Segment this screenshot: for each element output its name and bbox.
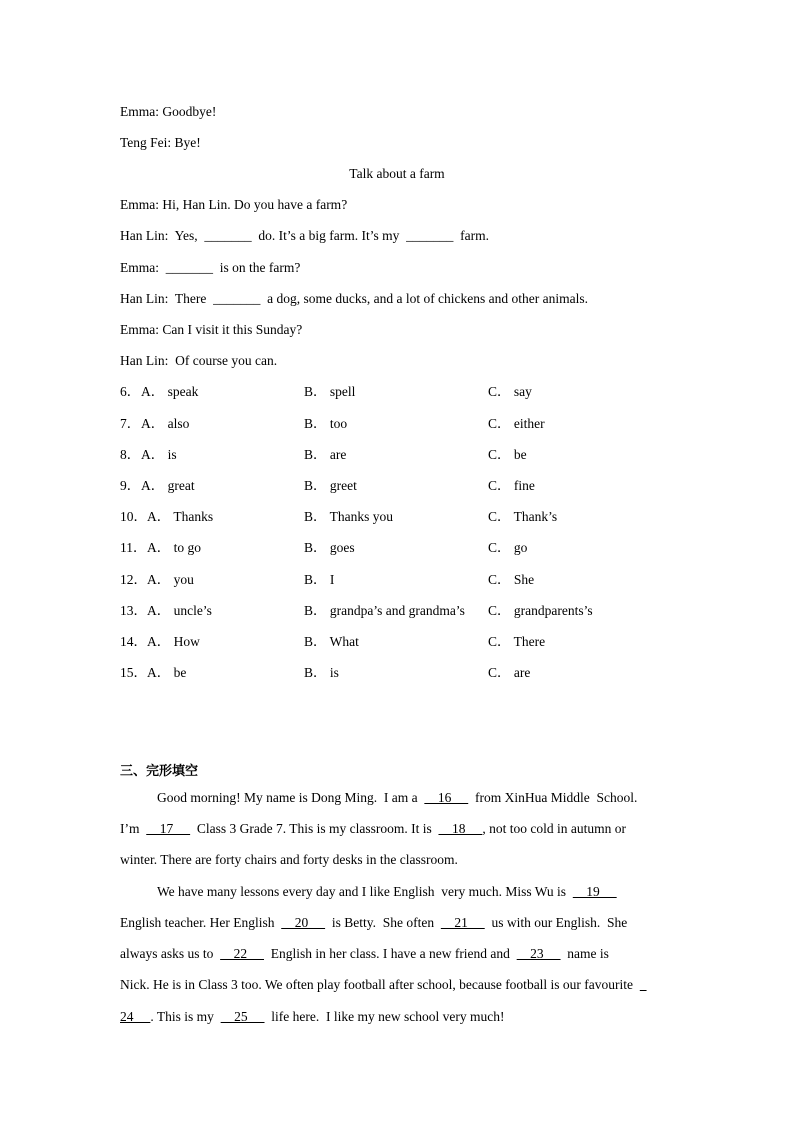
passage-text: from XinHua Middle School. <box>468 790 638 805</box>
option-b: B． is <box>304 665 339 680</box>
question-number: 11． <box>120 540 147 555</box>
dialogue-line: Emma: Can I visit it this Sunday? <box>120 322 303 337</box>
option-c: C． There <box>488 634 546 649</box>
option-b: B． too <box>304 416 348 431</box>
blank-16: 16 <box>424 790 469 805</box>
passage-text: Nick. He is in Class 3 too. We often play football after school, because football is our favourite <box>120 977 640 992</box>
blank-23: 23 <box>516 946 561 961</box>
question-number: 6． <box>120 384 141 399</box>
option-c: C． Thank’s <box>488 509 558 524</box>
passage-line <box>157 883 617 901</box>
passage-text: always asks us to <box>120 946 221 961</box>
option-a: A． uncle’s <box>147 603 212 618</box>
option-c: C． say <box>488 384 532 399</box>
passage-text: is Betty. She often <box>325 915 441 930</box>
option-b: B． are <box>304 447 347 462</box>
question-number: 8． <box>120 447 141 462</box>
passage-line <box>120 976 647 994</box>
dialogue-line: Han Lin: Of course you can. <box>120 353 278 368</box>
option-a: A． be <box>147 665 187 680</box>
dialogue-line: Han Lin: Yes, _______ do. It’s a big farm. It’s my _______ farm. <box>120 228 489 243</box>
question-number: 12． <box>120 572 147 587</box>
passage-text: I’m <box>120 821 147 836</box>
blank-25: 25 <box>220 1009 265 1024</box>
passage-text: life here. I like my new school very much! <box>264 1009 505 1024</box>
blank-17: 17 <box>146 821 191 836</box>
blank-22: 22 <box>220 946 264 961</box>
blank-21: 21 <box>440 915 485 930</box>
option-c: C． fine <box>488 478 535 493</box>
option-b: B． Thanks you <box>304 509 394 524</box>
option-c: C． go <box>488 540 528 555</box>
question-number: 14． <box>120 634 147 649</box>
option-a: A． is <box>141 447 177 462</box>
passage-text: English in her class. I have a new friend and <box>264 946 517 961</box>
option-b: B． greet <box>304 478 357 493</box>
option-c: C． grandparents’s <box>488 603 593 618</box>
blank-24-start <box>640 977 647 992</box>
question-number: 9． <box>120 478 141 493</box>
dialogue-line: Emma: _______ is on the farm? <box>120 260 301 275</box>
option-b: B． grandpa’s and grandma’s <box>304 603 465 618</box>
passage-line <box>120 1008 504 1026</box>
option-b: B． What <box>304 634 359 649</box>
blank-19: 19 <box>572 884 617 899</box>
option-a: A． How <box>147 634 200 649</box>
passage-text: We have many lessons every day and I like English very much. Miss Wu is <box>157 884 573 899</box>
passage-text: . This is my <box>150 1009 221 1024</box>
blank-24: 24 <box>120 1009 151 1024</box>
passage-text: Good morning! My name is Dong Ming. I am a <box>157 790 425 805</box>
option-b: B． spell <box>304 384 356 399</box>
dialogue-line: Teng Fei: Bye! <box>120 135 201 150</box>
question-number: 13． <box>120 603 147 618</box>
option-c: C． are <box>488 665 531 680</box>
blank-18: 18 <box>438 821 483 836</box>
option-a: A． Thanks <box>147 509 214 524</box>
option-a: A． great <box>141 478 195 493</box>
passage-line <box>120 820 626 838</box>
passage-text: English teacher. Her English <box>120 915 282 930</box>
dialogue-line: Han Lin: There _______ a dog, some ducks, and a lot of chickens and other animals. <box>120 291 589 306</box>
option-a: A． to go <box>147 540 201 555</box>
section-heading: 三、完形填空 <box>120 764 199 779</box>
dialogue-line: Emma: Goodbye! <box>120 104 217 119</box>
passage-line <box>120 945 609 963</box>
passage-text: Class 3 Grade 7. This is my classroom. It is <box>190 821 439 836</box>
passage-line <box>157 789 637 807</box>
option-b: B． goes <box>304 540 355 555</box>
passage-line: winter. There are forty chairs and forty desks in the classroom. <box>120 852 458 867</box>
blank-20: 20 <box>281 915 326 930</box>
option-c: C． either <box>488 416 545 431</box>
option-a: A． also <box>141 416 190 431</box>
option-a: A． speak <box>141 384 199 399</box>
passage-text: name is <box>560 946 609 961</box>
passage-title: Talk about a farm <box>349 166 445 181</box>
option-c: C． She <box>488 572 535 587</box>
passage-text: us with our English. She <box>484 915 628 930</box>
option-c: C． be <box>488 447 527 462</box>
passage-line <box>120 914 627 932</box>
option-a: A． you <box>147 572 194 587</box>
dialogue-line: Emma: Hi, Han Lin. Do you have a farm? <box>120 197 348 212</box>
passage-text: , not too cold in autumn or <box>482 821 626 836</box>
option-b: B． I <box>304 572 335 587</box>
question-number: 10． <box>120 509 147 524</box>
question-number: 7． <box>120 416 141 431</box>
question-number: 15． <box>120 665 147 680</box>
